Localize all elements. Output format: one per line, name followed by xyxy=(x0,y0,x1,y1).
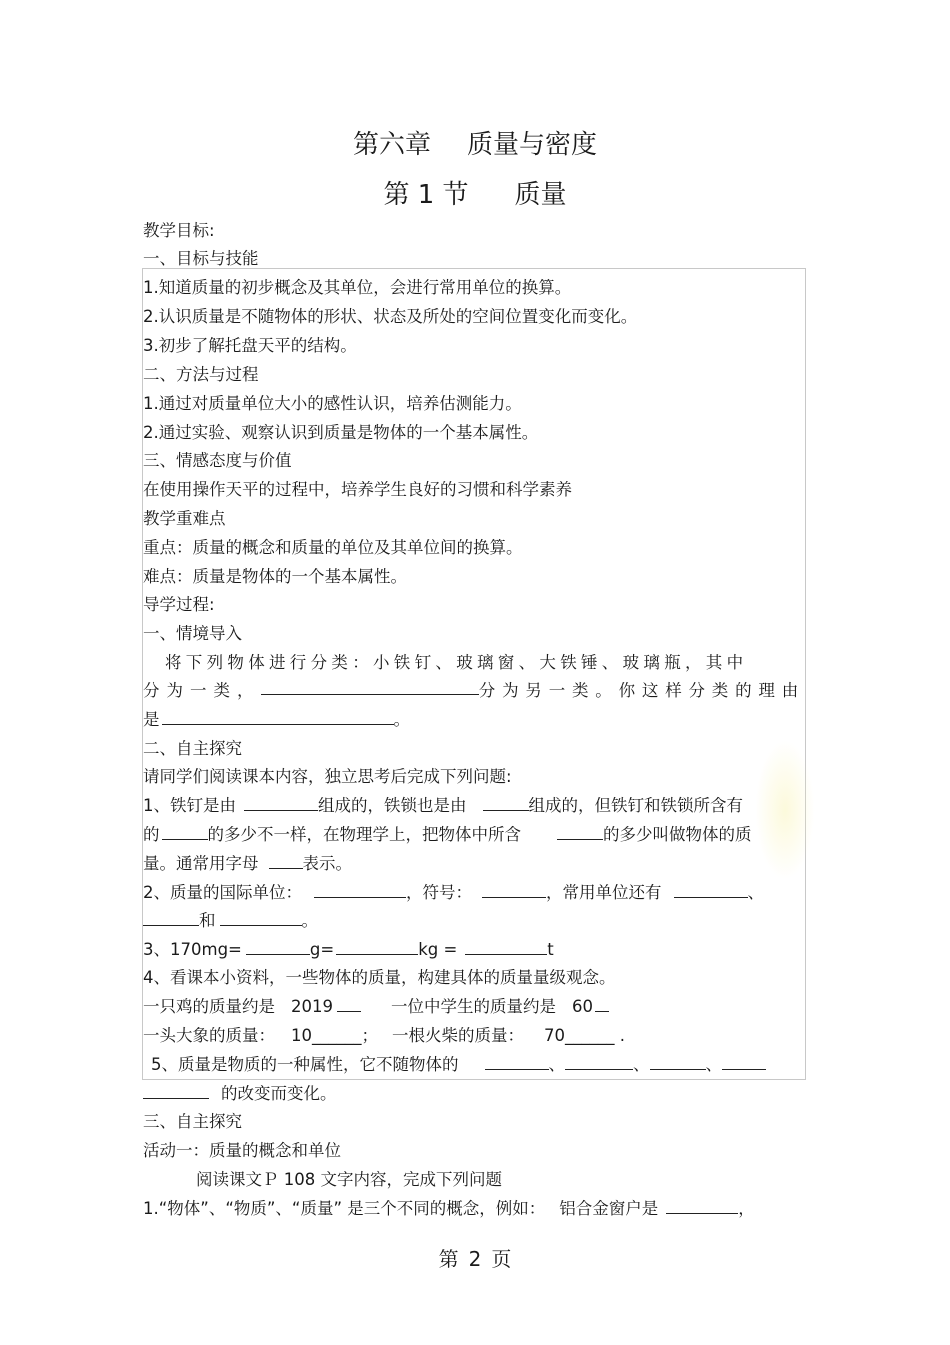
attitude-text: 在使用操作天平的过程中，培养学生良好的习惯和科学素养 xyxy=(143,480,572,499)
answer-blank[interactable] xyxy=(261,680,479,695)
activity-1-heading: 活动一：质量的概念和单位 xyxy=(143,1141,341,1160)
goals-skills-heading: 一、目标与技能 xyxy=(143,249,259,268)
question-3: 3、170mg= g= kg = t xyxy=(143,940,554,959)
attitude-heading: 三、情感态度与价值 xyxy=(143,451,292,470)
goal-item-3: 3.初步了解托盘天平的结构。 xyxy=(143,336,357,355)
answer-blank[interactable] xyxy=(244,796,318,811)
question-2-line-2: 和 。 xyxy=(143,910,318,932)
answer-blank[interactable] xyxy=(465,940,547,955)
chapter-title: 第六章 质量与密度 xyxy=(352,130,598,160)
question-1-line-2: 的 的多少不一样，在物理学上，把物体中所含 的多少叫做物体的质 xyxy=(143,825,752,844)
scenario-heading: 一、情境导入 xyxy=(143,624,242,643)
classify-line-3: 是 。 xyxy=(143,710,410,729)
question-5-line-2: 的改变而变化。 xyxy=(143,1083,337,1105)
answer-blank[interactable] xyxy=(162,710,394,725)
answer-blank[interactable] xyxy=(162,825,208,840)
answer-blank[interactable] xyxy=(595,997,609,1012)
mass-example-line-2: 一头大象的质量： 10______； 一根火柴的质量： 70______ . xyxy=(143,1026,625,1045)
reading-task: 阅读课文Ｐ 108 文字内容，完成下列问题 xyxy=(196,1170,502,1189)
goal-item-2: 2.认识质量是不随物体的形状、状态及所处的空间位置变化而变化。 xyxy=(143,307,638,326)
key-point: 重点：质量的概念和质量的单位及其单位间的换算。 xyxy=(143,538,523,557)
question-1-line-1: 1、铁钉是由 组成的，铁锁也是由 组成的，但铁钉和铁锁所含有 xyxy=(143,796,743,815)
answer-blank[interactable] xyxy=(482,883,546,898)
scan-smudge xyxy=(755,740,815,880)
process-heading: 导学过程: xyxy=(143,595,215,614)
classify-question: 将下列物体进行分类：小铁钉、玻璃窗、大铁锤、玻璃瓶，其中 xyxy=(165,653,748,672)
answer-blank[interactable] xyxy=(650,1055,706,1070)
answer-blank[interactable] xyxy=(485,1055,549,1070)
concept-question: 1.“物体”、“物质”、“质量” 是三个不同的概念，例如： 铝合金窗户是 ， xyxy=(143,1199,755,1218)
answer-blank[interactable] xyxy=(269,854,303,869)
answer-blank[interactable] xyxy=(143,911,199,926)
goal-item-1: 1.知道质量的初步概念及其单位，会进行常用单位的换算。 xyxy=(143,278,572,297)
answer-blank[interactable] xyxy=(336,940,418,955)
answer-blank[interactable] xyxy=(314,883,406,898)
answer-blank[interactable] xyxy=(666,1199,738,1214)
self-explore-heading-2: 三、自主探究 xyxy=(143,1112,242,1131)
reading-instruction: 请同学们阅读课本内容，独立思考后完成下列问题: xyxy=(143,767,512,786)
answer-blank[interactable] xyxy=(143,1084,209,1099)
answer-blank[interactable] xyxy=(674,883,748,898)
difficult-point: 难点：质量是物体的一个基本属性。 xyxy=(143,567,407,586)
answer-blank[interactable] xyxy=(483,796,529,811)
classify-line-2: 分为一类， 分为另一类。你这样分类的理由 xyxy=(143,681,805,700)
self-explore-heading: 二、自主探究 xyxy=(143,739,242,758)
method-heading: 二、方法与过程 xyxy=(143,365,259,384)
method-item-1: 1.通过对质量单位大小的感性认识，培养估测能力。 xyxy=(143,394,522,413)
answer-blank[interactable] xyxy=(722,1055,766,1070)
question-1-line-3: 量。通常用字母 表示。 xyxy=(143,854,352,873)
section-title: 第 1 节 质量 xyxy=(383,180,567,210)
method-item-2: 2.通过实验、观察认识到质量是物体的一个基本属性。 xyxy=(143,423,539,442)
question-5-line-1: 5、质量是物质的一种属性，它不随物体的 、 、 、 xyxy=(151,1054,766,1076)
answer-blank[interactable] xyxy=(565,1055,633,1070)
mass-example-line-1: 一只鸡的质量约是 2019 一位中学生的质量约是 60 xyxy=(143,996,609,1018)
teaching-goals-heading: 教学目标: xyxy=(143,221,215,240)
question-2-line-1: 2、质量的国际单位： ，符号： ，常用单位还有 、 xyxy=(143,883,764,902)
answer-blank[interactable] xyxy=(557,825,603,840)
answer-blank[interactable] xyxy=(337,997,361,1012)
answer-blank[interactable] xyxy=(220,911,302,926)
question-4: 4、看课本小资料，一些物体的质量，构建具体的质量量级观念。 xyxy=(143,968,616,987)
key-points-heading: 教学重难点 xyxy=(143,509,226,528)
answer-blank[interactable] xyxy=(246,940,310,955)
page-number: 第 2 页 xyxy=(438,1247,512,1271)
